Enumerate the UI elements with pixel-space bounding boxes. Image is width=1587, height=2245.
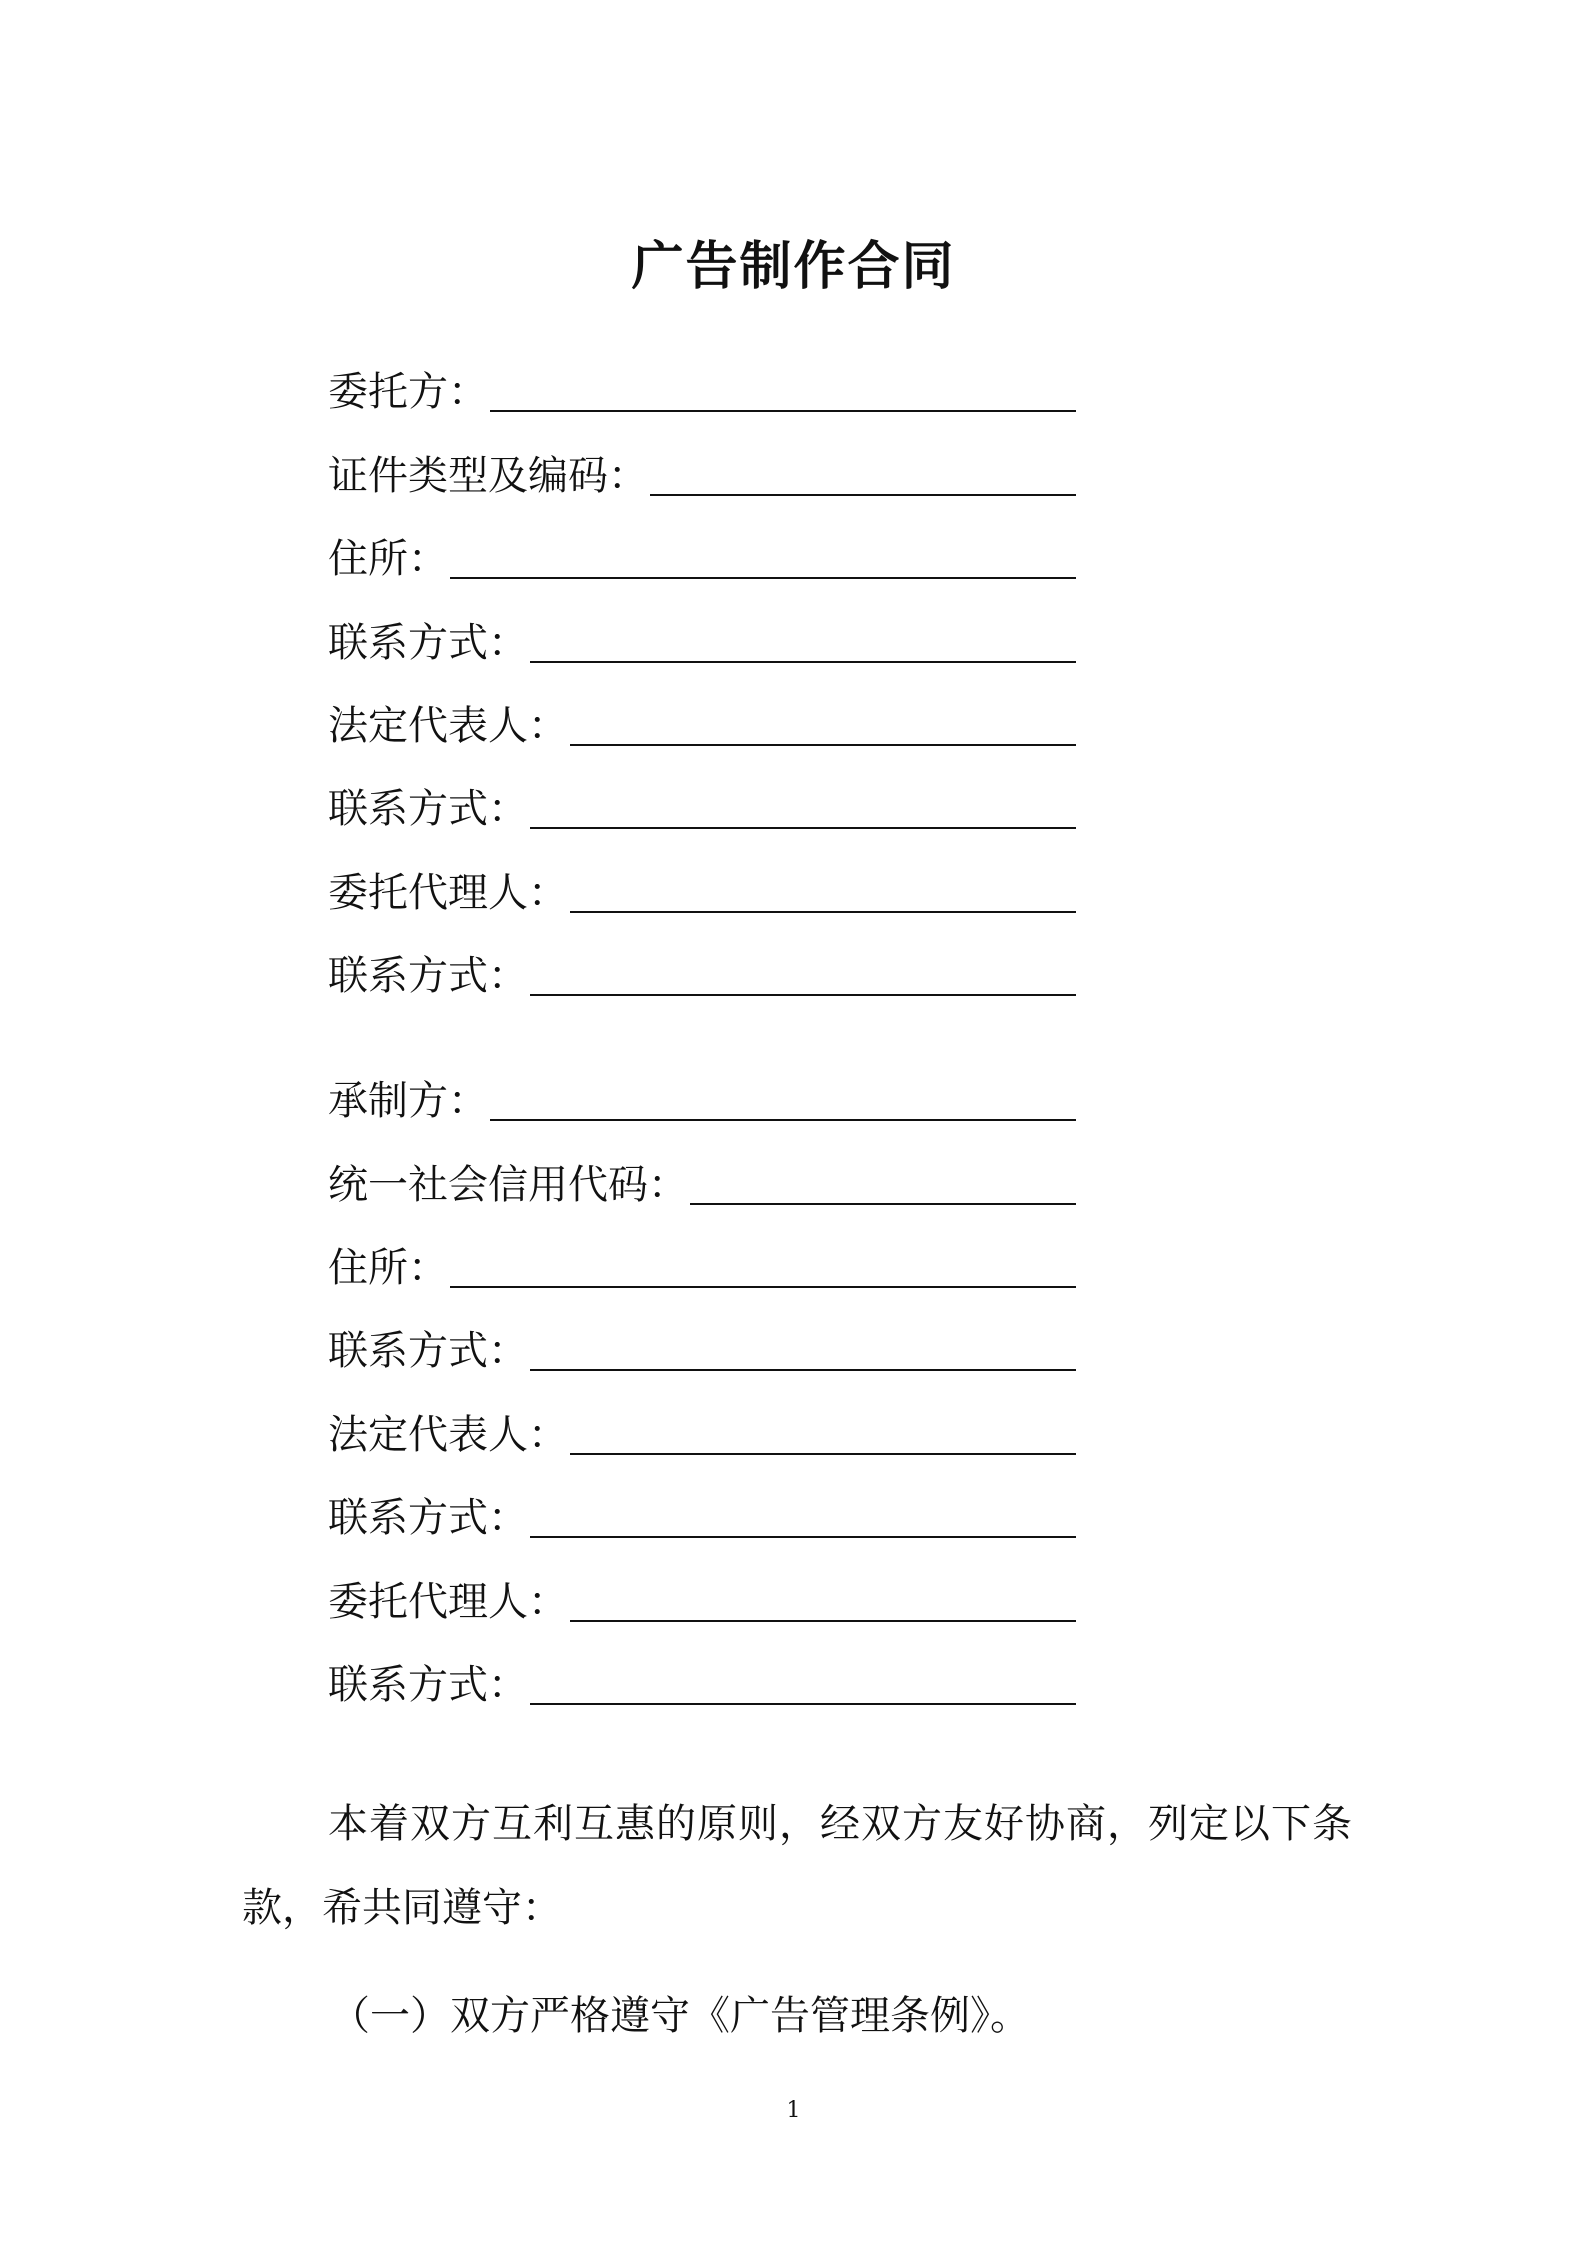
contractor-agent-contact-field [328,1659,1076,1711]
client-address-field [328,533,1076,585]
blank-line [530,827,1076,829]
client-legal-rep-contact-field [328,783,1076,835]
page-number: 1 [786,2098,801,2123]
contractor-agent-field [328,1576,1076,1628]
contractor-address-field [328,1242,1076,1294]
field-label: 联系方式： [328,1662,528,1708]
field-label: 联系方式： [328,1495,528,1541]
blank-line [530,1536,1076,1538]
blank-line [450,577,1076,579]
contractor-legal-rep-field [328,1409,1076,1461]
client-name-field [328,366,1076,418]
document-title: 广告制作合同 [631,236,956,297]
blank-line [690,1203,1076,1205]
field-label: 法定代表人： [328,1412,568,1458]
blank-line [650,494,1076,496]
blank-line [570,744,1076,746]
field-label: 联系方式： [328,953,528,999]
blank-line [530,661,1076,663]
client-agent-field [328,867,1076,919]
field-label: 法定代表人： [328,703,568,749]
client-agent-contact-field [328,950,1076,1002]
field-label: 住所： [328,1245,448,1291]
blank-line [530,1703,1076,1705]
blank-line [450,1286,1076,1288]
field-label: 委托代理人： [328,1579,568,1625]
intro-paragraph: 本着双方互利互惠的原则，经双方友好协商，列定以下条款，希共同遵守： [242,1801,1352,1931]
field-label: 统一社会信用代码： [328,1162,688,1208]
contractor-name-field [328,1075,1076,1127]
client-id-type-field [328,450,1076,502]
blank-line [530,1369,1076,1371]
client-legal-rep-field [328,700,1076,752]
blank-line [490,410,1076,412]
blank-line [570,1620,1076,1622]
contractor-legal-rep-contact-field [328,1492,1076,1544]
blank-line [570,911,1076,913]
field-label: 委托方： [328,369,488,415]
contractor-contact-field [328,1325,1076,1377]
field-label: 联系方式： [328,620,528,666]
field-label: 承制方： [328,1078,488,1124]
field-label: 联系方式： [328,1328,528,1374]
blank-line [570,1453,1076,1455]
field-label: 委托代理人： [328,870,568,916]
field-label: 联系方式： [328,786,528,832]
clause-1: （一）双方严格遵守《广告管理条例》。 [330,1993,1030,2039]
contractor-credit-code-field [328,1159,1076,1211]
field-label: 住所： [328,536,448,582]
blank-line [490,1119,1076,1121]
blank-line [530,994,1076,996]
field-label: 证件类型及编码： [328,453,648,499]
client-contact-field [328,617,1076,669]
